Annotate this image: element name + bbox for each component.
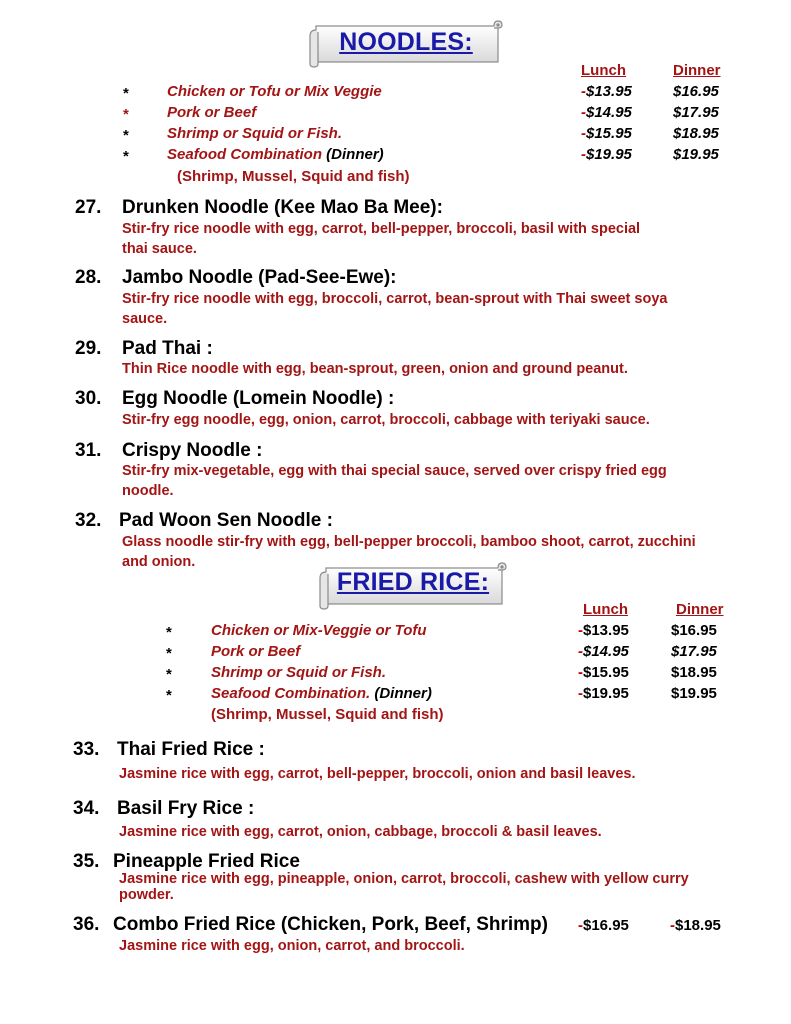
item-number: 28. [75, 267, 102, 288]
price-dash: - [578, 685, 583, 702]
lunch-price: -$14.95 [578, 643, 629, 660]
item-description: Jasmine rice with egg, onion, carrot, and broccoli. [119, 938, 465, 954]
item-description: Jasmine rice with egg, carrot, onion, cabbage, broccoli & basil leaves. [119, 824, 602, 840]
item-description: Stir-fry egg noodle, egg, onion, carrot, broccoli, cabbage with teriyaki sauce. [122, 412, 650, 428]
option-label: Chicken or Mix-Veggie or Tofu [211, 622, 427, 639]
option-label: Shrimp or Squid or Fish. [167, 125, 343, 142]
item-number: 36. [73, 914, 100, 935]
item-title: Drunken Noodle (Kee Mao Ba Mee): [122, 197, 443, 218]
item-number: 31. [75, 440, 102, 461]
noodles-header: NOODLES: [339, 28, 473, 56]
item-description: Stir-fry mix-vegetable, egg with thai special sauce, served over crispy fried egg noodle. [122, 463, 667, 499]
bullet: * [123, 85, 129, 102]
dinner-price: $17.95 [673, 104, 719, 121]
item-number: 27. [75, 197, 102, 218]
price-dash: - [581, 83, 586, 100]
option-label [211, 685, 432, 702]
lunch-price: -$16.95 [578, 917, 629, 934]
price-dash: - [670, 917, 675, 934]
price-dash: - [578, 664, 583, 681]
option-label: Shrimp or Squid or Fish. [211, 664, 387, 681]
option-label-text: Seafood Combination [167, 146, 322, 163]
price-dash: - [581, 125, 586, 142]
item-number: 29. [75, 338, 102, 359]
item-description: Jasmine rice with egg, carrot, bell-pepper, broccoli, onion and basil leaves. [119, 766, 636, 782]
item-description: Jasmine rice with egg, pineapple, onion, carrot, broccoli, cashew with yellow curry powder. [119, 871, 689, 903]
item-number: 33. [73, 739, 100, 760]
item-number: 34. [73, 798, 100, 819]
price-dash: - [578, 917, 583, 934]
lunch-price: -$19.95 [581, 146, 632, 163]
fried-rice-header: FRIED RICE: [336, 568, 490, 596]
bullet: * [166, 624, 172, 641]
noodles-lunch-header: Lunch [581, 62, 626, 79]
dinner-price: $19.95 [671, 685, 717, 702]
dinner-price: $18.95 [673, 125, 719, 142]
item-number: 30. [75, 388, 102, 409]
noodles-dinner-header: Dinner [673, 62, 721, 79]
seafood-note: (Shrimp, Mussel, Squid and fish) [211, 706, 444, 723]
item-title: Crispy Noodle : [122, 440, 263, 461]
item-description: Stir-fry rice noodle with egg, broccoli, carrot, bean-sprout with Thai sweet soya sauce. [122, 291, 668, 327]
price-dash: - [578, 643, 583, 660]
price-dash: - [581, 104, 586, 121]
price-dash: - [581, 146, 586, 163]
option-label: Chicken or Tofu or Mix Veggie [167, 83, 382, 100]
fried-rice-banner [318, 562, 508, 610]
seafood-note: (Shrimp, Mussel, Squid and fish) [177, 168, 410, 185]
item-description: Thin Rice noodle with egg, bean-sprout, green, onion and ground peanut. [122, 361, 628, 377]
noodles-banner [308, 20, 504, 68]
option-label: Pork or Beef [211, 643, 301, 660]
dinner-price: $17.95 [671, 643, 717, 660]
item-title: Pad Woon Sen Noodle : [119, 510, 333, 531]
bullet: * [123, 148, 129, 165]
lunch-price: -$19.95 [578, 685, 629, 702]
option-label: Pork or Beef [167, 104, 257, 121]
dinner-price: $16.95 [671, 622, 717, 639]
item-description: Stir-fry rice noodle with egg, carrot, bell-pepper, broccoli, basil with special thai sauce. [122, 221, 641, 257]
item-title: Jambo Noodle (Pad-See-Ewe): [122, 267, 397, 288]
item-description: Glass noodle stir-fry with egg, bell-pepper broccoli, bamboo shoot, carrot, zucchini and onion. [122, 534, 696, 570]
lunch-price: -$14.95 [581, 104, 632, 121]
item-title: Pineapple Fried Rice [113, 851, 300, 872]
item-number: 32. [75, 510, 102, 531]
lunch-price: -$15.95 [578, 664, 629, 681]
option-extra: (Dinner) [322, 146, 384, 163]
option-extra: (Dinner) [374, 685, 432, 702]
lunch-price: -$13.95 [581, 83, 632, 100]
bullet: * [123, 106, 129, 123]
item-title: Pad Thai : [122, 338, 213, 359]
bullet: * [166, 687, 172, 704]
price-dash: - [578, 622, 583, 639]
bullet: * [166, 666, 172, 683]
option-label-text: Seafood Combination. [211, 685, 375, 702]
dinner-price: $19.95 [673, 146, 719, 163]
dinner-price: $18.95 [671, 664, 717, 681]
bullet: * [123, 127, 129, 144]
fried-rice-lunch-header: Lunch [583, 601, 628, 618]
item-number: 35. [73, 851, 100, 872]
dinner-price: $16.95 [673, 83, 719, 100]
fried-rice-dinner-header: Dinner [676, 601, 724, 618]
item-title: Basil Fry Rice : [117, 798, 255, 819]
option-label [167, 146, 384, 163]
lunch-price: -$13.95 [578, 622, 629, 639]
item-title: Thai Fried Rice : [117, 739, 265, 760]
bullet: * [166, 645, 172, 662]
lunch-price: -$15.95 [581, 125, 632, 142]
item-title: Egg Noodle (Lomein Noodle) : [122, 388, 395, 409]
dinner-price: -$18.95 [670, 917, 721, 934]
item-title: Combo Fried Rice (Chicken, Pork, Beef, Shrimp) [113, 914, 548, 935]
